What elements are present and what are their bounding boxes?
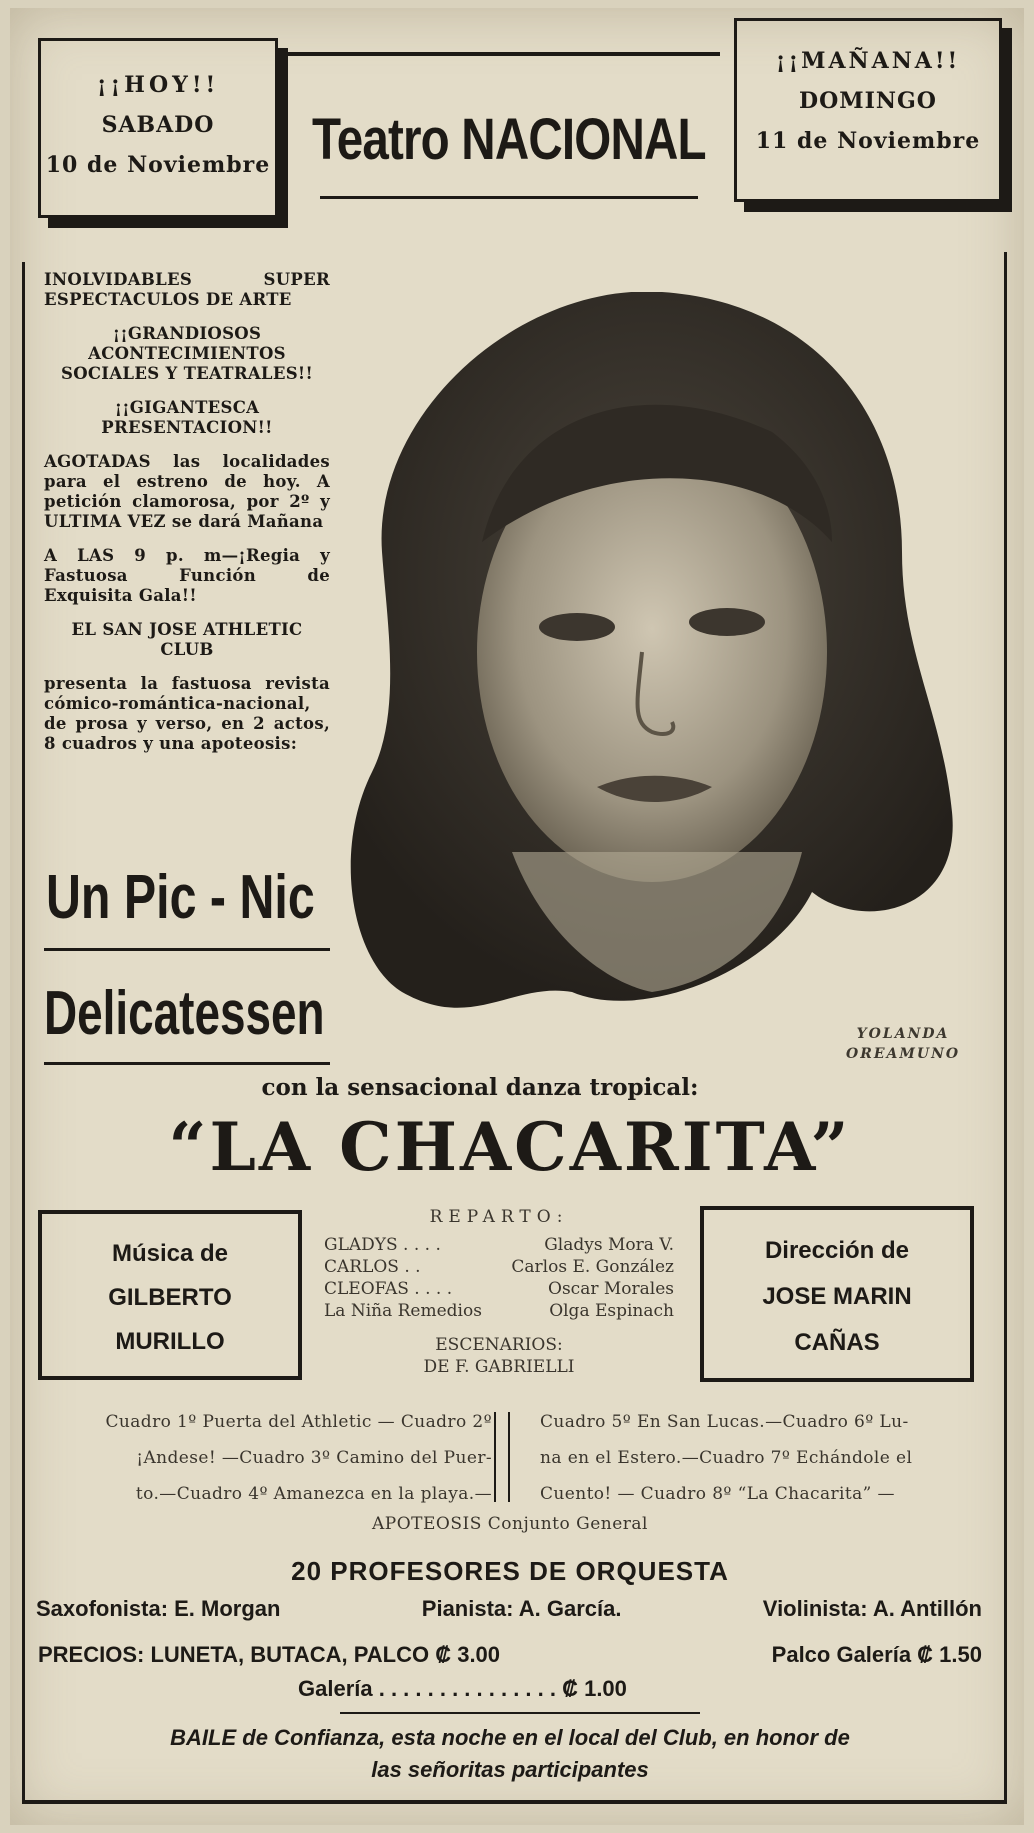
show-title-rule-1 [44, 948, 330, 951]
today-date: 10 de Noviembre [45, 152, 271, 178]
scenery-credit: DE F. GABRIELLI [423, 1357, 575, 1377]
tomorrow-label: ¡¡MAÑANA!! [775, 48, 961, 74]
direction-box [700, 1206, 974, 1382]
tomorrow-date-box [734, 18, 1002, 202]
today-date-box [38, 38, 278, 218]
prices-rule [340, 1712, 700, 1714]
cast-actor: Oscar Morales [548, 1279, 674, 1299]
tomorrow-date: 11 de Noviembre [755, 128, 981, 154]
violinist: Violinista: A. Antillón [762, 1596, 982, 1621]
cast-actor: Carlos E. González [511, 1257, 674, 1277]
cast-role: La Niña Remedios [324, 1301, 482, 1321]
promo-p6: EL SAN JOSE ATHLETIC CLUB [71, 620, 303, 659]
price-main: PRECIOS: LUNETA, BUTACA, PALCO ₡ 3.00 [38, 1642, 501, 1667]
dance-intro: con la sensacional danza tropical: [261, 1074, 699, 1101]
caption-line2: OREAMUNO [846, 1046, 961, 1062]
cast-role: GLADYS . . . . [324, 1235, 441, 1255]
scene-line: Cuadro 1º Puerta del Athletic — Cuadro 2º [105, 1412, 492, 1432]
today-day: SABADO [101, 112, 215, 138]
apoteosis-line: APOTEOSIS Conjunto General [372, 1514, 648, 1534]
music-name1: GILBERTO [108, 1284, 232, 1311]
today-label: ¡¡HOY!! [96, 72, 220, 98]
show-title-rule-2 [44, 1062, 330, 1065]
show-title-line2: Delicatessen [44, 979, 325, 1048]
cast-actor: Gladys Mora V. [544, 1235, 674, 1255]
portrait-caption [846, 1024, 960, 1064]
cast-role: CARLOS . . [324, 1257, 421, 1277]
cast-role: CLEOFAS . . . . [324, 1279, 453, 1299]
cast-row [324, 1234, 674, 1256]
theater-title: Teatro NACIONAL [312, 107, 706, 172]
music-name2: MURILLO [115, 1328, 225, 1355]
scenes-divider-2 [508, 1412, 510, 1502]
portrait-photo [342, 292, 962, 1032]
music-box [38, 1210, 302, 1380]
cast-actor: Olga Espinach [549, 1301, 674, 1321]
frame-right-rule [1004, 252, 1007, 1802]
direction-name2: CAÑAS [794, 1329, 880, 1356]
scene-line: to.—Cuadro 4º Amanezca en la playa.— [135, 1484, 492, 1504]
promo-p2: ¡¡GRANDIOSOS ACONTECIMIENTOS SOCIALES Y TEATRALES!! [60, 324, 314, 383]
dance-notice [40, 1722, 980, 1786]
show-title-line1: Un Pic - Nic [46, 863, 315, 932]
caption-line1: YOLANDA [856, 1026, 950, 1042]
direction-label: Dirección de [764, 1237, 910, 1264]
scenery-heading: ESCENARIOS: [435, 1335, 563, 1355]
header-top-rule [288, 52, 720, 56]
scenes-divider [494, 1412, 496, 1502]
scene-line: ¡Andese! —Cuadro 3º Camino del Puer- [136, 1448, 492, 1468]
saxophonist: Saxofonista: E. Morgan [36, 1596, 281, 1621]
price-palco-galeria: Palco Galería ₡ 1.50 [771, 1642, 982, 1667]
pianist: Pianista: A. García. [421, 1596, 622, 1621]
promo-column [44, 270, 330, 768]
promo-p5: A LAS 9 p. m—¡Regia y Fastuosa Función de Exquisita Gala!! [44, 546, 330, 605]
promo-p7: presenta la fastuosa revista cómico-romántica-nacional, de prosa y verso, en 2 actos, 8 cuadros y una apoteosis: [44, 674, 330, 753]
frame-bottom-rule [22, 1800, 1007, 1804]
scenes-left [36, 1404, 492, 1512]
scenes-right [540, 1404, 980, 1512]
dance-notice-line1: BAILE de Confianza, esta noche en el local del Club, en honor de [170, 1725, 850, 1750]
orchestra-heading: 20 PROFESORES DE ORQUESTA [291, 1556, 729, 1586]
scene-line: na en el Estero.—Cuadro 7º Echándole el [540, 1448, 913, 1468]
frame-left-rule [22, 262, 25, 1802]
cast-block [324, 1206, 674, 1378]
direction-name1: JOSE MARIN [762, 1283, 912, 1310]
cast-heading: REPARTO: [429, 1207, 569, 1227]
cast-row [324, 1300, 674, 1322]
cast-row [324, 1256, 674, 1278]
dance-notice-line2: las señoritas participantes [371, 1757, 649, 1782]
price-galeria: Galería . . . . . . . . . . . . . . . ₡ 1.00 [298, 1676, 627, 1701]
cast-row [324, 1278, 674, 1300]
scene-line: Cuento! — Cuadro 8º “La Chacarita” — [540, 1484, 895, 1504]
prices-row [38, 1642, 982, 1668]
dance-title: “LA CHACARITA” [168, 1108, 852, 1186]
promo-p1: INOLVIDABLES SUPER ESPECTACULOS DE ARTE [44, 270, 330, 309]
musicians-row [36, 1596, 982, 1622]
promo-p3: ¡¡GIGANTESCA PRESENTACION!! [101, 398, 273, 437]
header-bottom-rule [320, 196, 698, 199]
music-label: Música de [111, 1240, 229, 1267]
promo-p4: AGOTADAS las localidades para el estreno de hoy. A petición clamorosa, por 2º y ULTIMA VEZ se dará Mañana [44, 452, 330, 531]
tomorrow-day: DOMINGO [799, 88, 937, 114]
scene-line: Cuadro 5º En San Lucas.—Cuadro 6º Lu- [540, 1412, 909, 1432]
